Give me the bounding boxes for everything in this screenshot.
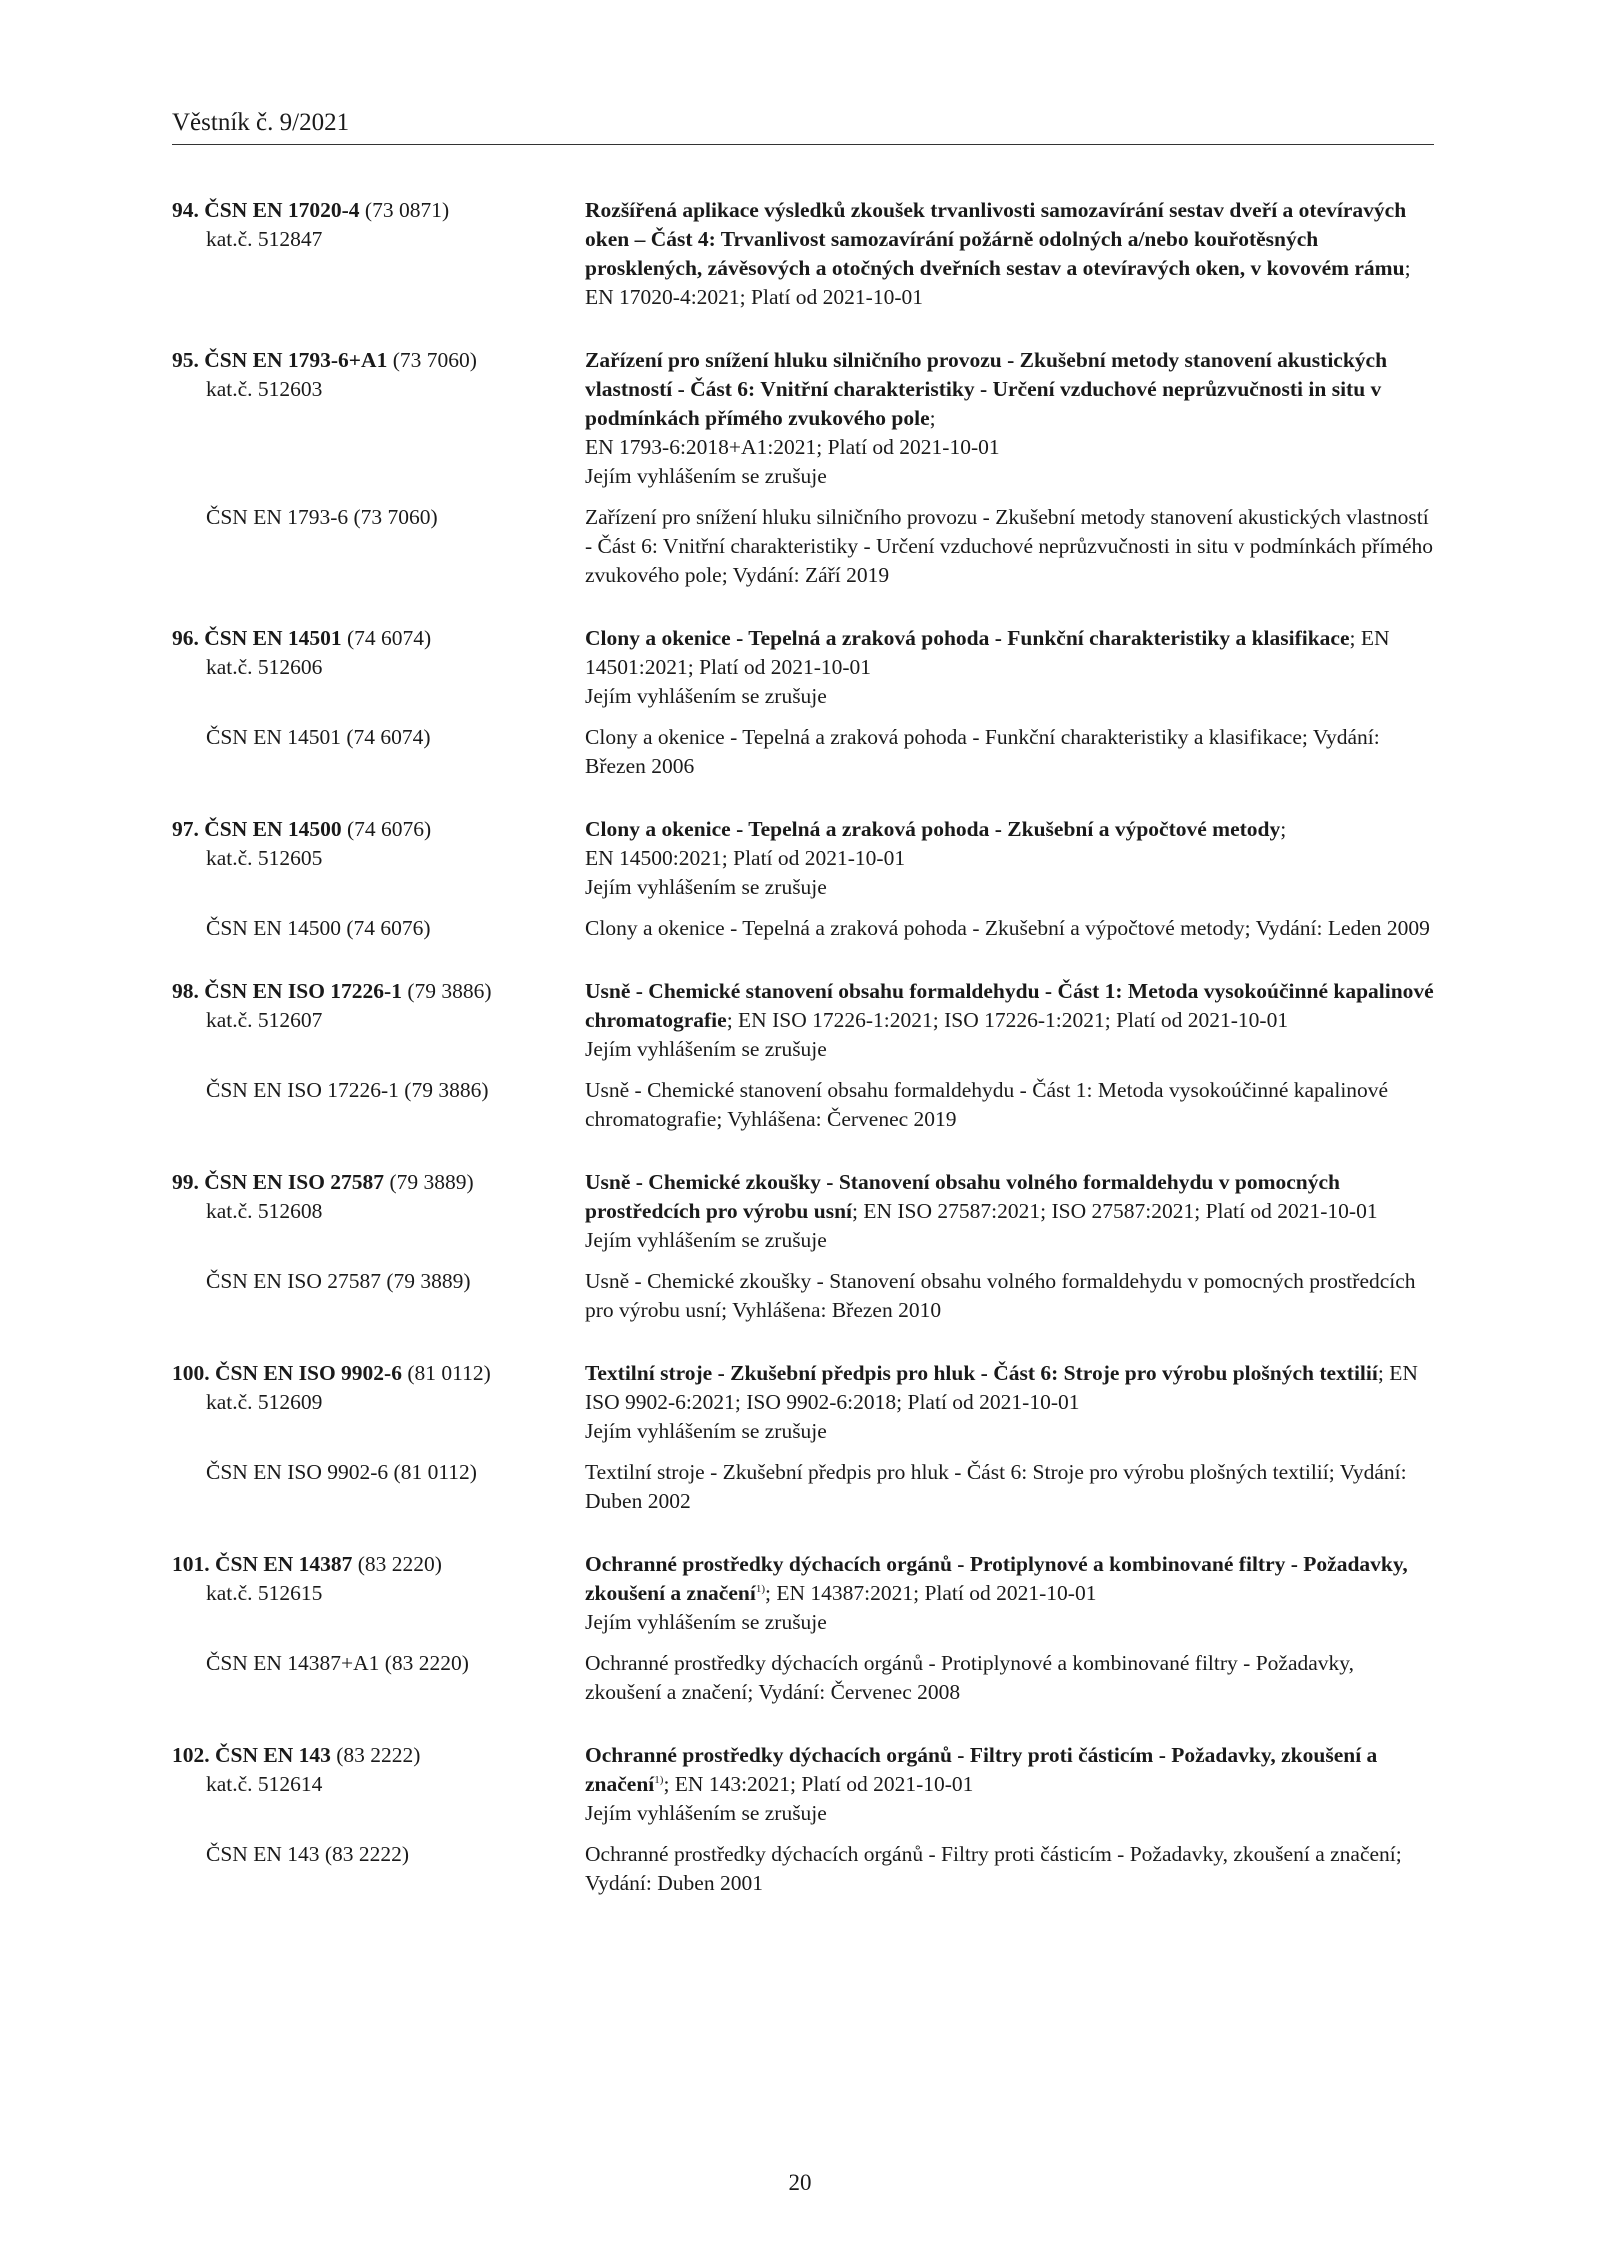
standard-code: (83 2220)	[357, 1552, 442, 1576]
standard-meta: ; EN ISO 17226-1:2021; ISO 17226-1:2021; Platí od 2021-10-01	[726, 1008, 1289, 1032]
replaced-standard-number: ČSN EN 143 (83 2222)	[206, 1842, 410, 1866]
standard-entry-99	[172, 1168, 1434, 1325]
standard-number: 98. ČSN EN ISO 17226-1	[172, 979, 402, 1003]
catalog-number: kat.č. 512614	[206, 1772, 323, 1796]
standard-title: Ochranné prostředky dýchacích orgánů - Filtry proti částicím - Požadavky, zkoušení a značení	[585, 1743, 1378, 1796]
standard-meta-line: EN 1793-6:2018+A1:2021; Platí od 2021-10-01	[585, 435, 1000, 459]
replaced-standard-number: ČSN EN ISO 27587 (79 3889)	[206, 1269, 471, 1293]
cancel-note: Jejím vyhlášením se zrušuje	[585, 1037, 827, 1061]
standard-meta: ;	[1280, 817, 1287, 841]
replaced-standard-text: Usně - Chemické stanovení obsahu formaldehydu - Část 1: Metoda vysokoúčinné kapalinové chromatografie; Vyhlášena: Červenec 2019	[585, 1078, 1389, 1131]
standard-entry-97	[172, 815, 1434, 943]
standard-code: (73 7060)	[392, 348, 477, 372]
catalog-number: kat.č. 512606	[206, 655, 323, 679]
replaced-standard-text: Usně - Chemické zkoušky - Stanovení obsahu volného formaldehydu v pomocných prostředcích pro výrobu usní; Vyhlášena: Březen 2010	[585, 1269, 1416, 1322]
catalog-number: kat.č. 512608	[206, 1199, 323, 1223]
standards-list	[172, 196, 1434, 1932]
standard-number: 96. ČSN EN 14501	[172, 626, 342, 650]
standard-entry-94	[172, 196, 1434, 312]
replaced-standard-number: ČSN EN ISO 17226-1 (79 3886)	[206, 1078, 489, 1102]
catalog-number: kat.č. 512615	[206, 1581, 323, 1605]
standard-meta: ; EN 14501:2021; Platí od 2021-10-01	[585, 626, 1390, 679]
standard-meta: ; EN ISO 27587:2021; ISO 27587:2021; Platí od 2021-10-01	[852, 1199, 1378, 1223]
replaced-standard-number: ČSN EN 1793-6 (73 7060)	[206, 505, 438, 529]
standard-code: (79 3886)	[407, 979, 492, 1003]
standard-entry-96	[172, 624, 1434, 781]
standard-title: Usně - Chemické stanovení obsahu formaldehydu - Část 1: Metoda vysokoúčinné kapalinové chromatografie	[585, 979, 1434, 1032]
standard-title: Clony a okenice - Tepelná a zraková pohoda - Zkušební a výpočtové metody	[585, 817, 1281, 841]
standard-title: Textilní stroje - Zkušební předpis pro hluk - Část 6: Stroje pro výrobu plošných textilií	[585, 1361, 1378, 1385]
replaced-standard-text: Ochranné prostředky dýchacích orgánů - Filtry proti částicím - Požadavky, zkoušení a značení; Vydání: Duben 2001	[585, 1842, 1402, 1895]
journal-title: Věstník č. 9/2021	[172, 109, 350, 136]
replaced-standard-text: Textilní stroje - Zkušební předpis pro hluk - Část 6: Stroje pro výrobu plošných textilií; Vydání: Duben 2002	[585, 1460, 1407, 1513]
cancel-note: Jejím vyhlášením se zrušuje	[585, 1419, 827, 1443]
standard-meta: ; EN 143:2021; Platí od 2021-10-01	[663, 1772, 974, 1796]
standard-title: Rozšířená aplikace výsledků zkoušek trvanlivosti samozavírání sestav dveří a otevíravých oken – Část 4: Trvanlivost samozavírání požárně odolných a/nebo kouřotěsných prosklených, závěsových a otočných dveřních sestav a otevíravých oken, v kovovém rámu	[585, 198, 1407, 280]
footnote-marker: 1)	[755, 1582, 765, 1595]
catalog-number: kat.č. 512603	[206, 377, 323, 401]
standard-number: 100. ČSN EN ISO 9902-6	[172, 1361, 402, 1385]
standard-number: 95. ČSN EN 1793-6+A1	[172, 348, 388, 372]
standard-code: (74 6076)	[347, 817, 432, 841]
standard-number: 99. ČSN EN ISO 27587	[172, 1170, 385, 1194]
replaced-standard-number: ČSN EN 14387+A1 (83 2220)	[206, 1651, 469, 1675]
page-footer	[0, 2170, 1600, 2196]
standard-code: (79 3889)	[389, 1170, 474, 1194]
standard-number: 101. ČSN EN 14387	[172, 1552, 353, 1576]
cancel-note: Jejím vyhlášením se zrušuje	[585, 1610, 827, 1634]
page-number: 20	[788, 2170, 812, 2195]
standard-entry-95	[172, 346, 1434, 590]
catalog-number: kat.č. 512607	[206, 1008, 323, 1032]
standard-entry-100	[172, 1359, 1434, 1516]
page-header	[172, 108, 1434, 145]
replaced-standard-number: ČSN EN ISO 9902-6 (81 0112)	[206, 1460, 477, 1484]
replaced-standard-number: ČSN EN 14501 (74 6074)	[206, 725, 431, 749]
cancel-note: Jejím vyhlášením se zrušuje	[585, 1801, 827, 1825]
replaced-standard-text: Zařízení pro snížení hluku silničního provozu - Zkušební metody stanovení akustických vlastností - Část 6: Vnitřní charakteristiky - Určení vzduchové neprůzvučnosti in situ v podmínkách přímého zvukového pole; Vydání: Září 2019	[585, 505, 1434, 587]
cancel-note: Jejím vyhlášením se zrušuje	[585, 464, 827, 488]
cancel-note: Jejím vyhlášením se zrušuje	[585, 1228, 827, 1252]
replaced-standard-text: Clony a okenice - Tepelná a zraková pohoda - Zkušební a výpočtové metody; Vydání: Leden 2009	[585, 916, 1430, 940]
standard-meta: ;	[929, 406, 936, 430]
standard-number: 97. ČSN EN 14500	[172, 817, 342, 841]
standard-title: Clony a okenice - Tepelná a zraková pohoda - Funkční charakteristiky a klasifikace	[585, 626, 1350, 650]
standard-code: (73 0871)	[364, 198, 450, 222]
cancel-note: Jejím vyhlášením se zrušuje	[585, 875, 827, 899]
standard-code: (83 2222)	[336, 1743, 421, 1767]
standard-meta: ; EN ISO 9902-6:2021; ISO 9902-6:2018; Platí od 2021-10-01	[585, 1361, 1418, 1414]
standard-meta: ; EN 17020-4:2021; Platí od 2021-10-01	[585, 256, 1411, 309]
standard-meta-line: EN 14500:2021; Platí od 2021-10-01	[585, 846, 906, 870]
standard-title: Usně - Chemické zkoušky - Stanovení obsahu volného formaldehydu v pomocných prostředcích pro výrobu usní	[585, 1170, 1340, 1223]
replaced-standard-text: Clony a okenice - Tepelná a zraková pohoda - Funkční charakteristiky a klasifikace; Vydání: Březen 2006	[585, 725, 1380, 778]
replaced-standard-text: Ochranné prostředky dýchacích orgánů - Protiplynové a kombinované filtry - Požadavky, zkoušení a značení; Vydání: Červenec 2008	[585, 1651, 1355, 1704]
standard-code: (81 0112)	[407, 1361, 491, 1385]
catalog-number: kat.č. 512609	[206, 1390, 323, 1414]
standard-entry-101	[172, 1550, 1434, 1707]
standard-number: 102. ČSN EN 143	[172, 1743, 331, 1767]
standard-meta: ; EN 14387:2021; Platí od 2021-10-01	[765, 1581, 1097, 1605]
standard-number: 94. ČSN EN 17020-4	[172, 198, 360, 222]
cancel-note: Jejím vyhlášením se zrušuje	[585, 684, 827, 708]
standard-title: Ochranné prostředky dýchacích orgánů - Protiplynové a kombinované filtry - Požadavky, zkoušení a značení	[585, 1552, 1408, 1605]
replaced-standard-number: ČSN EN 14500 (74 6076)	[206, 916, 431, 940]
catalog-number: kat.č. 512605	[206, 846, 323, 870]
standard-code: (74 6074)	[347, 626, 432, 650]
catalog-number: kat.č. 512847	[206, 227, 323, 251]
footnote-marker: 1)	[654, 1773, 664, 1786]
standard-entry-102	[172, 1741, 1434, 1898]
standard-title: Zařízení pro snížení hluku silničního provozu - Zkušební metody stanovení akustických vlastností - Část 6: Vnitřní charakteristiky - Určení vzduchové neprůzvučnosti in situ v podmínkách přímého zvukového pole	[585, 348, 1388, 430]
standard-entry-98	[172, 977, 1434, 1134]
